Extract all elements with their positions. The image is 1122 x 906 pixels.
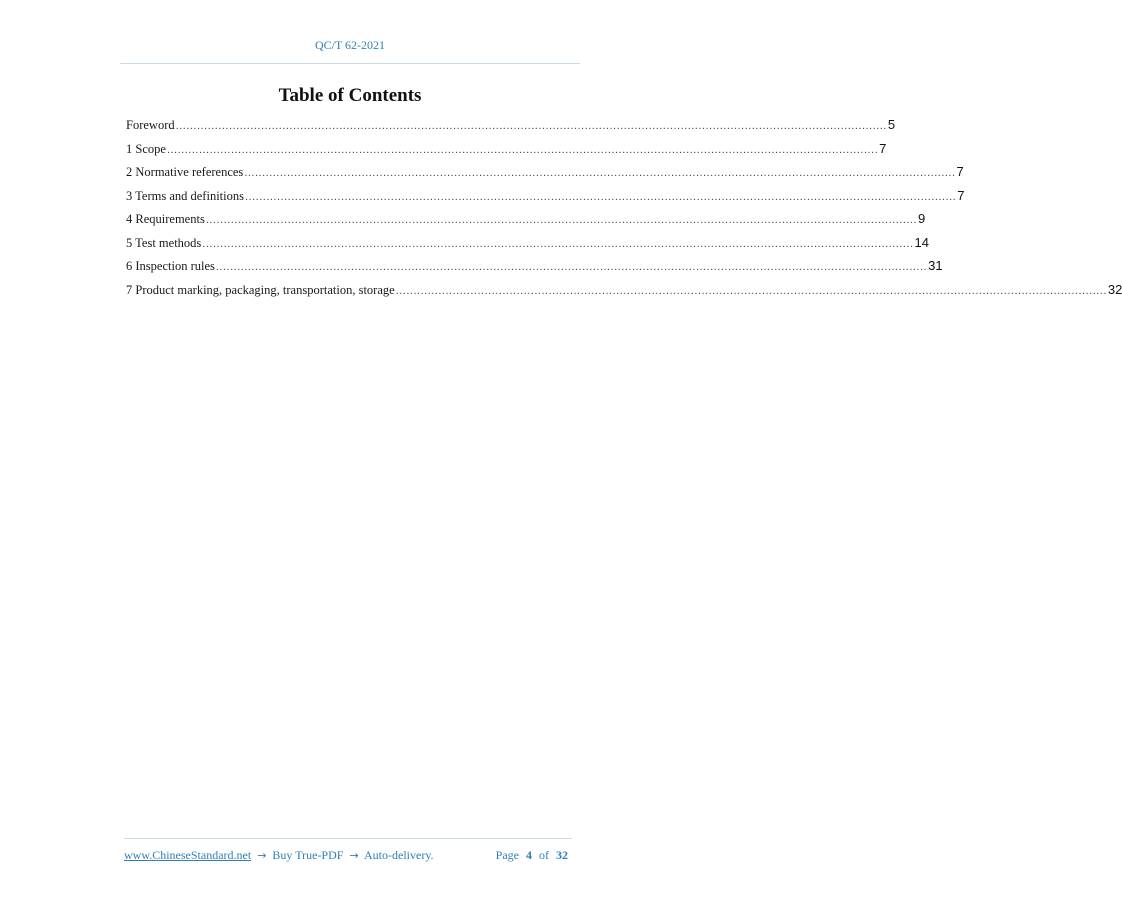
website-link[interactable]: www.ChineseStandard.net [124,848,252,862]
dot-leader: ........................................................................................................................................................................................................ [205,214,918,226]
toc-entry-page: 7 [957,187,965,203]
of-word: of [539,848,549,862]
toc-entry-label: 1 Scope [126,141,166,156]
toc-entry-page: 9 [918,211,926,226]
toc-entry-label: 3 Terms and definitions [126,188,244,203]
dot-leader: ........................................................................................................................................................................................................ [395,284,1107,297]
arrow-right-icon: → [257,849,267,862]
toc-entry-test-methods[interactable] [126,234,929,259]
total-pages-number: 32 [556,848,568,862]
toc-entry-page: 14 [914,234,929,250]
auto-delivery-text: Auto-delivery. [364,848,434,862]
page-word: Page [495,848,519,862]
toc-entry-requirements[interactable] [126,211,926,235]
header-divider [120,63,580,64]
toc-entry-label: 4 Requirements [126,212,205,226]
toc-entry-label: Foreword [126,118,175,132]
table-of-contents [126,117,1122,305]
toc-entry-scope[interactable] [126,140,887,165]
toc-entry-terms-definitions[interactable] [126,187,965,212]
arrow-right-icon: → [349,849,359,862]
toc-entry-label: 7 Product marking, packaging, transportation, storage [126,282,395,297]
dot-leader: ........................................................................................................................................................................................................ [244,190,957,203]
page-indicator [496,848,572,863]
toc-entry-page: 31 [928,258,943,273]
dot-leader: ........................................................................................................................................................................................................ [175,120,887,132]
toc-entry-inspection-rules[interactable] [126,258,943,282]
toc-entry-label: 6 Inspection rules [126,259,215,273]
toc-entry-normative-references[interactable] [126,164,964,188]
toc-entry-page: 7 [879,140,887,156]
toc-title: Table of Contents [278,85,422,106]
dot-leader: ........................................................................................................................................................................................................ [244,167,956,179]
toc-entry-page: 5 [887,117,896,132]
footer-divider [124,838,572,839]
footer-left [124,848,434,863]
page-footer [124,848,572,863]
dot-leader: ........................................................................................................................................................................................................ [215,261,928,273]
toc-entry-page: 32 [1107,281,1122,297]
buy-true-pdf-link[interactable]: Buy True-PDF [272,848,344,862]
dot-leader: ........................................................................................................................................................................................................ [166,143,879,156]
toc-entry-foreword[interactable] [126,117,896,141]
toc-entry-label: 5 Test methods [126,235,202,250]
toc-entry-page: 7 [956,164,964,179]
document-code-header: QC/T 62-2021 [314,38,386,52]
toc-entry-product-marking[interactable] [126,281,1122,306]
toc-entry-label: 2 Normative references [126,165,244,179]
dot-leader: ........................................................................................................................................................................................................ [202,237,914,250]
current-page-number: 4 [526,848,532,862]
